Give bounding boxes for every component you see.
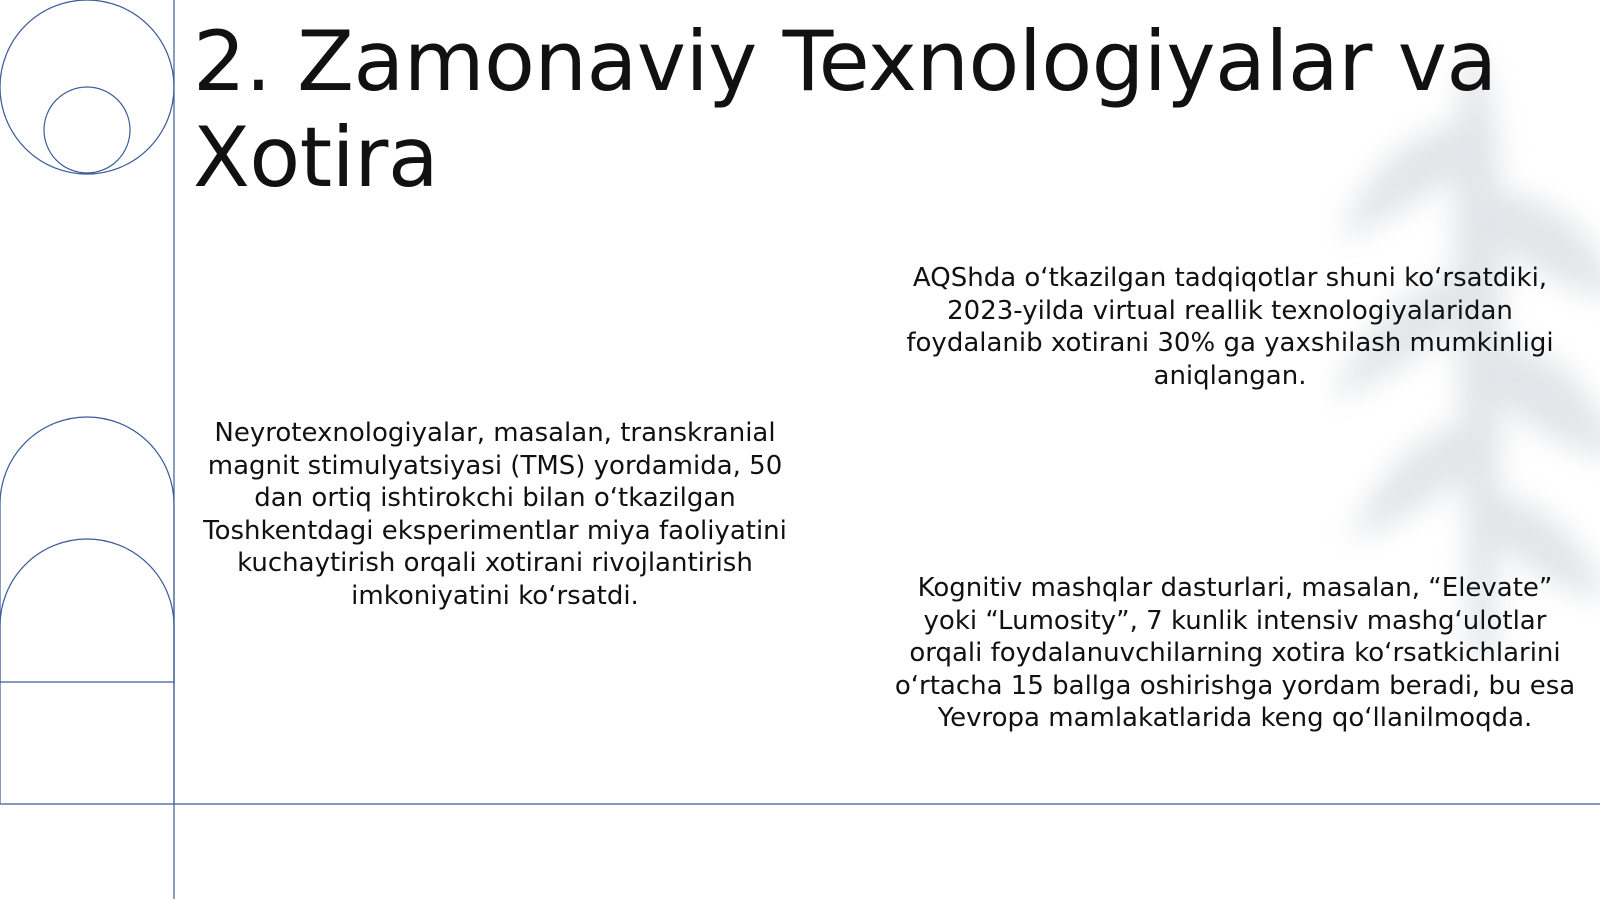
paragraph-vr-study: AQShda o‘tkazilgan tadqiqotlar shuni ko‘rsatdiki, 2023-yilda virtual reallik texnologiyalaridan foydalanib xotirani 30% ga yaxshilash mumkinligi aniqlangan. xyxy=(906,263,1554,391)
lower-arch-icon xyxy=(0,539,174,804)
upper-arch-icon xyxy=(0,417,174,682)
paragraph-cognitive-training: Kognitiv mashqlar dasturlari, masalan, “Elevate” yoki “Lumosity”, 7 kunlik intensiv mashg‘ulotlar orqali foydalanuvchilarning xotira ko‘rsatkichlarini o‘rtacha 15 ballga oshirishga yordam beradi, bu esa Yevropa mamlakatlarida keng qo‘llanilmoqda. xyxy=(894,573,1576,733)
small-circle-icon xyxy=(44,87,130,173)
paragraph-neurotech: Neyrotexnologiyalar, masalan, transkranial magnit stimulyatsiyasi (TMS) yordamida, 50 dan ortiq ishtirokchi bilan o‘tkazilgan Toshkentdagi eksperimentlar miya faoliyatini kuchaytirish orqali xotirani rivojlantirish imkoniyatini ko‘rsatdi. xyxy=(203,418,787,611)
slide-title: 2. Zamonaviy Texnologiyalar va Xotira xyxy=(193,13,1497,206)
